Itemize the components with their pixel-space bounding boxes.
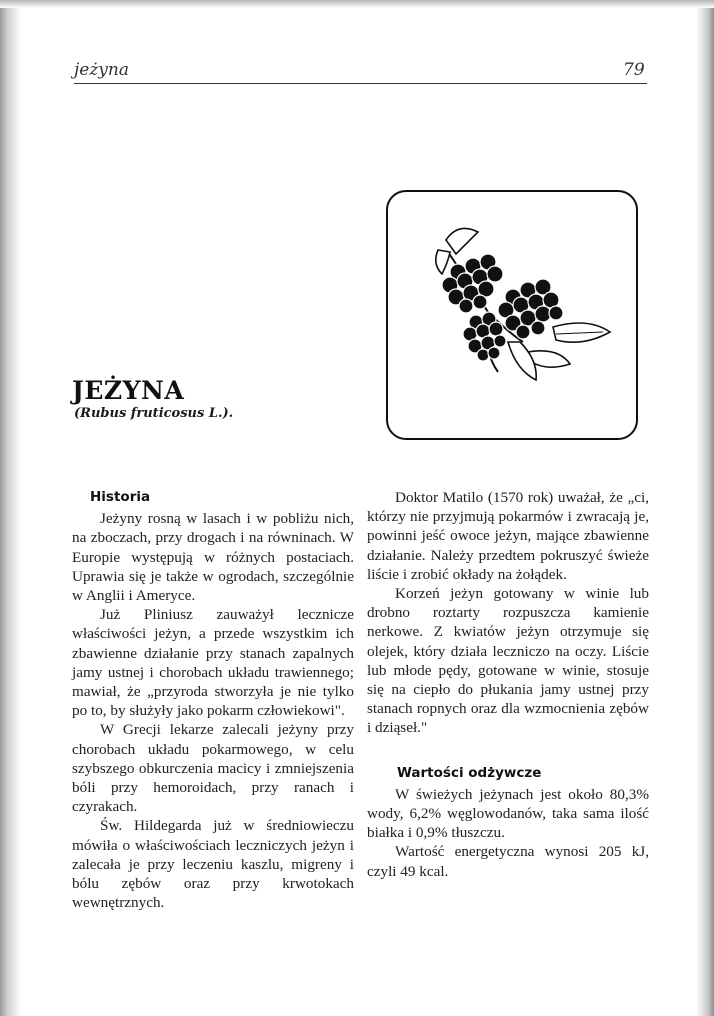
paragraph: Korzeń jeżyn gotowany w winie lub drobno roztarty rozpuszcza kamienie nerkowe. Z kwiatów jeżyn otrzymuje się olejek, który działa leczniczo na oczy. Liście lub młode pędy, gotowane w winie, stosuje się na ciepło do płukania jamy ustnej przy stanach ropnych oraz dla wzmocnienia zębów i dziąseł." <box>367 585 649 737</box>
paragraph: Wartość energetyczna wynosi 205 kJ, czyli 49 kcal. <box>367 843 649 880</box>
section-heading-historia: Historia <box>90 489 151 505</box>
paragraph: Św. Hildegarda już w średniowieczu mówiła o właściwościach leczniczych jeżyn i zalecała je przy leczeniu kaszlu, migreny i bólu zębów oraz przy krwotokach wewnętrznych. <box>72 817 354 912</box>
illustration-frame <box>386 190 638 440</box>
header-rule <box>74 83 647 84</box>
paragraph: W Grecji lekarze zalecali jeżyny przy chorobach układu pokarmowego, w celu szybszego obkurczenia macicy i zmniejszenia bóli przy hemoroidach, przy ranach i czyrakach. <box>72 721 354 816</box>
left-column <box>72 488 354 912</box>
latin-name: (Rubus fruticosus L.). <box>74 406 234 421</box>
section-heading-wartosci: Wartości odżywcze <box>397 764 542 781</box>
entry-title: JEŻYNA <box>72 376 185 405</box>
scan-edge-left <box>0 0 22 1016</box>
running-title: jeżyna <box>74 60 129 80</box>
page-number: 79 <box>623 60 645 80</box>
blackberry-illustration-icon <box>388 192 638 440</box>
paragraph: W świeżych jeżynach jest około 80,3% wody, 6,2% węglowodanów, taka sama ilość białka i 0,9% tłuszczu. <box>367 785 649 842</box>
paragraph: Jeżyny rosną w lasach i w pobliżu nich, na zboczach, przy drogach i na równinach. W Europie występują w różnych postaciach. Uprawia się je także w ogrodach, szczególnie w Anglii i Ameryce. <box>72 510 354 605</box>
paragraph: Doktor Matilo (1570 rok) uważał, że „ci, którzy nie przyjmują pokarmów i zwracają je, powinni jeść owoce jeżyn, mające zbawienne działanie. Należy przedtem pokruszyć świeże liście i zrobić okłady na żołądek. <box>367 489 649 583</box>
paragraph: Już Pliniusz zauważył lecznicze właściwości jeżyn, a przede wszystkim ich zbawienne działanie przy stanach zapalnych jamy ustnej i chorobach układu trawiennego; mawiał, że „przyroda stworzyła je nie tylko po to, by służyły jako pokarm człowiekowi". <box>72 606 354 720</box>
right-column <box>367 488 649 881</box>
scan-edge-right <box>696 0 714 1016</box>
scan-edge-top <box>0 0 714 8</box>
